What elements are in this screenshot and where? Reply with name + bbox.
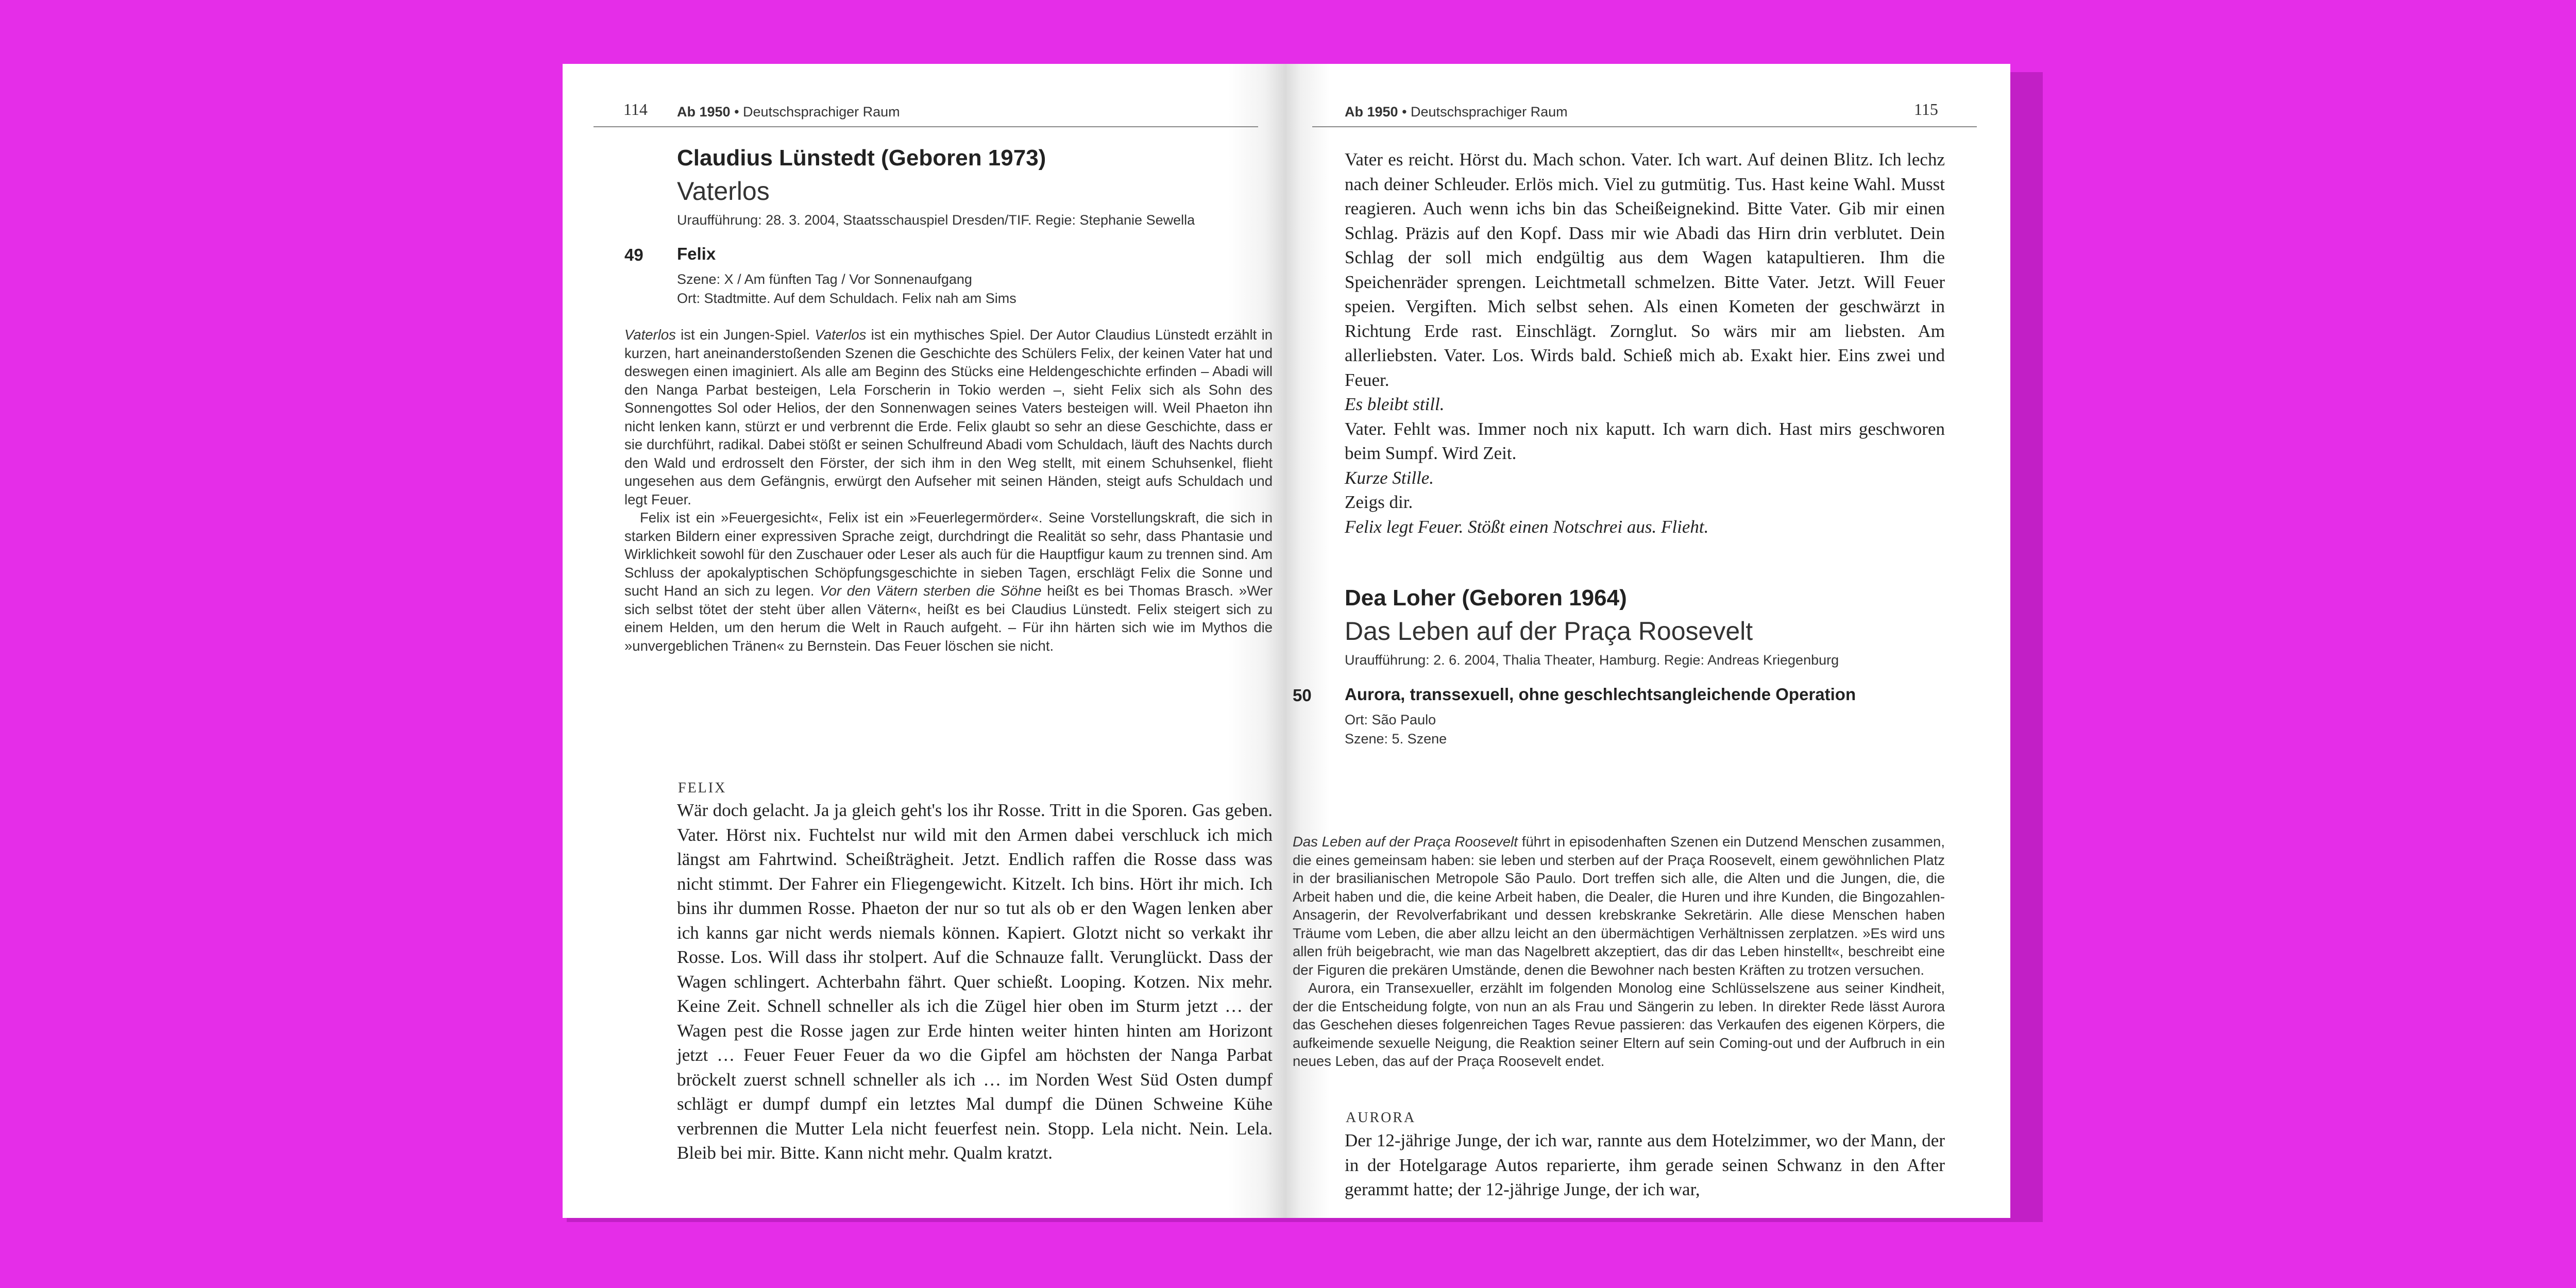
running-head (677, 104, 900, 120)
intro-text-span: heißt es bei Thomas Brasch. »Wer sich selbst tötet der steht über allen Vätern«, heißt es bei Claudius Lünstedt. Felix steigert sich zu einem Helden, um den herum die Welt in Rauch aufgeht. – Für ihn härten sich wie im Mythos die »unvergeblichen Tränen« zu Bernstein. Das Feuer löschen sie nicht. (624, 583, 1273, 654)
scene-info (1345, 710, 1447, 749)
scene-line: Szene: 5. Szene (1345, 731, 1447, 747)
play-name-italic: Das Leben auf der Praça Roosevelt (1293, 834, 1518, 850)
page-number: 115 (1914, 100, 1938, 118)
intro-text (624, 326, 1273, 655)
speaker-name: AURORA (1346, 1110, 1416, 1126)
intro-text-span: Felix ist ein »Feuergesicht«, Felix ist ein »Feuerlegermörder«. Seine Vorstellungskraft, die sich in starken Bildern einer expressiven Sprache zeigt, durchdringt die Realität so sehr, dass Phantasie und Wirklichkeit sowohl für den Zuschauer oder Leser als auch für die Hauptfigur kaum zu trennen sind. Am Schluss der apokalyptischen Schöpfungsgeschichte in sieben Tagen, erschlägt Felix die Sonne und sucht Hand an sich zu legen. (624, 510, 1273, 599)
monologue-continuation (1345, 147, 1945, 539)
place-line: Ort: São Paulo (1345, 712, 1436, 727)
scene-info (677, 270, 1016, 308)
premiere-info: Uraufführung: 28. 3. 2004, Staatsschauspiel Dresden/TIF. Regie: Stephanie Sewella (677, 212, 1195, 228)
page-number: 114 (623, 100, 648, 118)
book-spread (563, 64, 2010, 1218)
play-title: Das Leben auf der Praça Roosevelt (1345, 617, 1753, 646)
intro-text-span: führt in episodenhaften Szenen ein Dutzend Menschen zusammen, die eines gemeinsam haben: sie leben und sterben auf der Praça Roosevelt, einem gewöhnlichen Platz in der brasilianischen Metropole São Paulo. Dort treffen sich alle, die Alten und die Jungen, die, die Arbeit haben und die, die keine Arbeit haben, die Dealer, die Huren und ihre Kunden, die Bingozahlen-Ansagerin, der Revolverfabrikant und dessen krebskranke Sekretärin. Alle diese Menschen haben Träume vom Leben, die aber allzu leicht an den übermächtigen Verhältnissen zerplatzen. »Es wird uns allen früh beigebracht, wie man das Nagelbrett akzeptiert, das dir das Leben hinstellt«, beschreibt eine der Figuren die prekären Umstände, denen die Bewohner nach besten Kräften zu trotzen versuchen. (1293, 834, 1945, 978)
quote-italic: Vor den Vätern sterben die Söhne (820, 583, 1042, 599)
intro-paragraph (1293, 833, 1945, 979)
entry-number: 50 (1293, 686, 1312, 705)
monologue-paragraph: Zeigs dir. (1345, 492, 1413, 512)
entry-number: 49 (624, 245, 643, 264)
intro-text-span: ist ein Jungen-Spiel. (675, 327, 815, 343)
monologue-text (1345, 1128, 1945, 1202)
left-page (563, 64, 1286, 1218)
character-title: Aurora, transsexuell, ohne geschlechtsangleichende Operation (1345, 685, 1856, 704)
play-name-italic: Vaterlos (815, 327, 867, 343)
place-line: Ort: Stadtmitte. Auf dem Schuldach. Felix nah am Sims (677, 291, 1016, 306)
right-page (1286, 64, 2010, 1218)
monologue-paragraph: Vater. Fehlt was. Immer noch nix kaputt. Ich warn dich. Hast mirs geschworen beim Sumpf. Wird Zeit. (1345, 418, 1945, 463)
monologue-paragraph: Wär doch gelacht. Ja ja gleich geht's los ihr Rosse. Tritt in die Sporen. Gas geben. Vater. Hörst nix. Fuchtelst nur wild mit den Armen dabei verschluck ich mich längst am Fahrtwind. Scheißträgheit. Jetzt. Endlich raffen die Rosse dass was nicht stimmt. Der Fahrer ein Fliegengewicht. Kitzelt. Ich bins. Hört ihr mich. Ich bins ihr dummen Rosse. Phaeton der nur so tut als ob er den Wagen lenken aber ich kanns gar nicht werds niemals können. Kapiert. Glotzt nicht so verkakt ihr Rosse. Los. Will dass ihr stolpert. Auf die Schnauze fallt. Verunglückt. Dass der Wagen schlingert. Achterbahn fährt. Quer schießt. Looping. Kotzen. Nix mehr. Keine Zeit. Schnell schneller als ich die Zügel hier oben im Sturm jetzt … der Wagen pest die Rosse jagen zur Erde hinten weiter hinten hinten am Horizont jetzt … Feuer Feuer Feuer da wo die Gipfel am höchsten der Nanga Parbat bröckelt zuerst schnell schneller als ich … im Norden West Süd Osten dumpf schlägt er dumpf dumpf ein letztes Mal dumpf die Dünen Schweine Kühe verbrennen die Mutter Lela nicht feuerfest nein. Stopp. Lela nicht. Nein. Lela. Bleib bei mir. Bitte. Kann nicht mehr. Qualm kratzt. (677, 800, 1273, 1163)
running-head-era: Ab 1950 (677, 104, 731, 120)
monologue-text (677, 798, 1273, 1165)
intro-paragraph (624, 326, 1273, 509)
running-head-section: Deutschsprachiger Raum (1411, 104, 1568, 120)
scene-line: Szene: X / Am fünften Tag / Vor Sonnenaufgang (677, 272, 972, 287)
header-rule (1312, 126, 1977, 127)
running-head-separator: • (730, 104, 743, 120)
running-head-era: Ab 1950 (1345, 104, 1398, 120)
intro-text-span: ist ein mythisches Spiel. Der Autor Claudius Lünstedt erzählt in kurzen, hart aneinanderstoßenden Szenen die Geschichte des Schülers Felix, der keinen Vater hat und deswegen einen imaginiert. Als alle am Beginn des Stücks eine Heldengeschichte erfinden – Abadi will den Nanga Parbat besteigen, Lela Forscherin in Tokio werden –, sieht Felix sich als Sohn des Sonnengottes Sol oder Helios, der den Sonnenwagen seines Vaters besteigen will. Weil Phaeton ihn nicht lenken kann, stürzt er und verbrennt die Erde. Felix glaubt so sehr an diese Geschichte, dass er sie durchführt, radikal. Dabei stößt er seinen Schulfreund Abadi vom Schuldach, läuft des Nachts durch den Wald und erdrosselt den Förster, der sich ihm in den Weg stellt, mit einem Schuhsenkel, flieht ungesehen aus dem Gefängnis, erwürgt den Aufseher mit seinen Händen, steigt aufs Schuldach und legt Feuer. (624, 327, 1273, 507)
intro-paragraph (624, 509, 1273, 655)
intro-text (1293, 833, 1945, 1071)
premiere-info: Uraufführung: 2. 6. 2004, Thalia Theater, Hamburg. Regie: Andreas Kriegenburg (1345, 652, 1839, 668)
author-heading: Dea Loher (Geboren 1964) (1345, 585, 1627, 611)
speaker-name: FELIX (678, 780, 727, 796)
stage-direction: Es bleibt still. (1345, 394, 1445, 414)
play-name-italic: Vaterlos (624, 327, 676, 343)
monologue-paragraph: Vater es reicht. Hörst du. Mach schon. Vater. Ich wart. Auf deinen Blitz. Ich lechz nach deiner Schleuder. Erlös mich. Viel zu gutmütig. Tus. Hast keine Wahl. Musst reagieren. Auch wenn ichs bin das Scheißeignekind. Bitte Vater. Gib mir einen Schlag. Präzis auf den Kopf. Dass mir wie Abadi das Hirn drin verblutet. Dein Schlag der soll mich endgültig aus dem Wagen katapultieren. Ihm die Speichenräder sprengen. Leichtmetall schmelzen. Bitte Vater. Jetzt. Will Feuer speien. Vergiften. Mich selbst sehen. Als einen Kometen der geschwärzt in Richtung Erde rast. Einschlägt. Zornglut. So wärs mir am liebsten. Am allerliebsten. Vater. Los. Wirds bald. Schieß mich ab. Exakt hier. Eins zwei und Feuer. (1345, 149, 1945, 390)
character-title: Felix (677, 244, 716, 263)
running-head-separator: • (1398, 104, 1411, 120)
intro-paragraph: Aurora, ein Transexueller, erzählt im folgenden Monolog eine Schlüsselszene aus seiner Kindheit, der die Entscheidung folgte, von nun an als Frau und Sängerin zu leben. In direkter Rede lässt Aurora das Geschehen dieses folgenreichen Tages Revue passieren: das Verkaufen des eigenen Körpers, die aufkeimende sexuelle Neigung, die Reaktion seiner Eltern auf sein Coming-out und der Aufbruch in ein neues Leben, das auf der Praça Roosevelt endet. (1293, 980, 1945, 1069)
monologue-paragraph: Der 12-jährige Junge, der ich war, rannte aus dem Hotelzimmer, wo der Mann, der in der Hotelgarage Autos reparierte, ihm gerade seinen Schwanz in den After gerammt hatte; der 12-jährige Junge, der ich war, (1345, 1130, 1945, 1199)
stage-direction: Felix legt Feuer. Stößt einen Notschrei aus. Flieht. (1345, 516, 1709, 537)
header-rule (594, 126, 1258, 127)
author-heading: Claudius Lünstedt (Geboren 1973) (677, 145, 1046, 171)
play-title: Vaterlos (677, 177, 770, 206)
running-head-section: Deutschsprachiger Raum (743, 104, 900, 120)
running-head (1345, 104, 1568, 120)
stage-direction: Kurze Stille. (1345, 467, 1434, 488)
